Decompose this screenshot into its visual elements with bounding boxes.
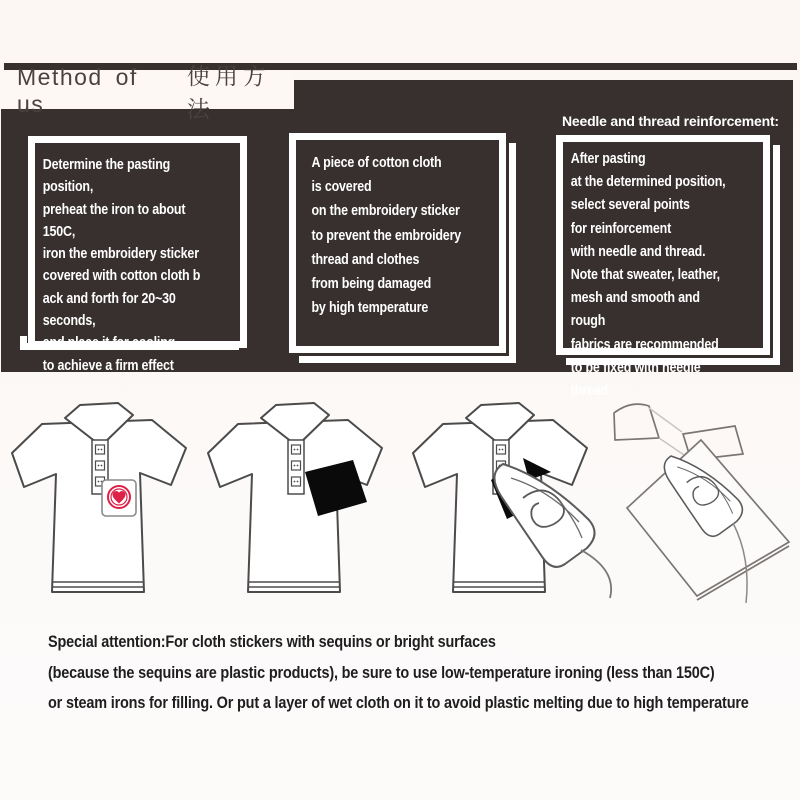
page-title-chinese: 使用方法 (186, 62, 271, 122)
page-title-english: Method of us (17, 63, 138, 117)
instruction-box-needle-thread (556, 135, 770, 400)
step2-shirt-with-cloth-illustration (208, 403, 382, 592)
step4-iron-on-board-illustration (614, 404, 789, 603)
step3-shirt-ironing-illustration (413, 403, 611, 598)
iron-cord (581, 550, 611, 598)
instruction-box-1-text: Determine the pasting position, preheat the iron to about 150C, iron the embroidery sticker covered with cotton cloth b ack and forth for 20~30 seconds, and place it for cooling to achieve a firm effect (42, 157, 201, 374)
page-header (0, 62, 294, 122)
instruction-box-2-text: A piece of cotton cloth is covered on the embroidery sticker to prevent the embroidery thread and clothes from being damaged by high temperature (311, 155, 462, 317)
heart-patch-icon (102, 480, 136, 516)
instruction-box-3-text: After pasting at the determined position, select several points for reinforcement with needle and thread. Note that sweater, leather, mesh and smooth and rough fabrics are recommended to be fixed with needle thread (570, 151, 726, 400)
needle-thread-heading: Needle and thread reinforcement: (562, 113, 779, 129)
instruction-box-cotton-cloth (289, 133, 506, 353)
special-attention-text: Special attention:For cloth stickers with sequins or bright surfaces (because the sequins are plastic products), be sure to use low-temperature ironing (less than 150C) or steam irons for filling. Or put a layer of wet cloth on it to avoid plastic melting due to high temperature (48, 632, 749, 712)
instruction-box-ironing (28, 136, 247, 374)
step-illustrations (0, 398, 800, 625)
cloth-corner (614, 404, 659, 440)
step1-shirt-with-patch-illustration (12, 403, 186, 592)
